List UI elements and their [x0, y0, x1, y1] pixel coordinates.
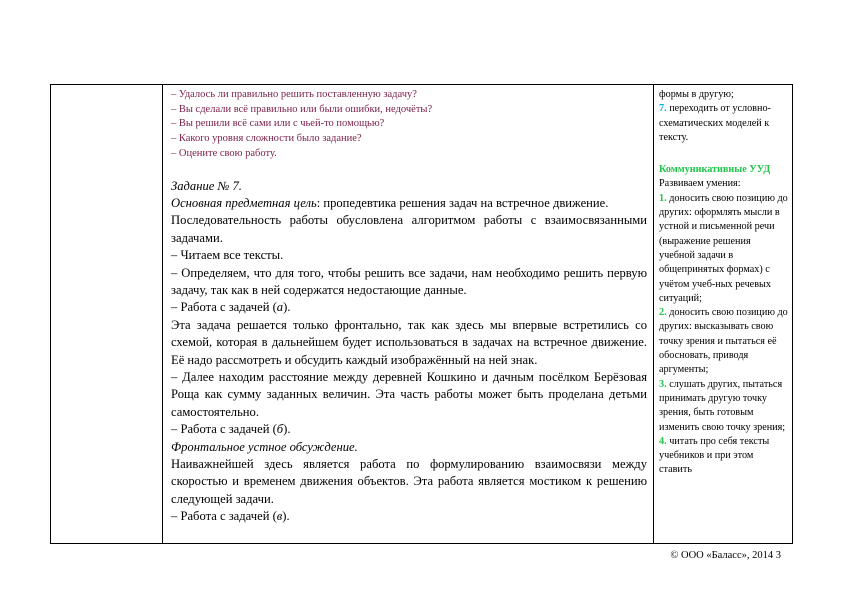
main-cell — [163, 85, 654, 544]
work-a-line: – Работа с задачей (а). — [171, 300, 291, 315]
question: – Оцените свою работу. — [171, 147, 277, 159]
work-b-line: – Работа с задачей (б). — [171, 422, 291, 437]
uud-item: 3. слушать других, пытаться принимать другую точку зрения, быть готовым изменить свою точку зрения; — [659, 378, 786, 433]
frontal-title: Фронтальное устное обсуждение. — [171, 439, 358, 454]
goal-label: Основная предметная цель — [171, 195, 317, 210]
goal-text: : пропедевтика решения задач на встречное движение. — [316, 195, 609, 210]
task-title: Задание № 7. — [171, 178, 242, 193]
uud-heading: Коммуникативные УУД — [659, 164, 771, 176]
reflection-questions — [171, 88, 647, 162]
paragraph: – Читаем все тексты. — [171, 248, 284, 263]
question: – Вы решили всё сами или с чьей-то помощью? — [171, 118, 385, 130]
paragraph: Наиважнейшей здесь является работа по формулированию взаимосвязи между скоростью и временем движения объектов. Эта работа является мостиком к решению следующей задачи. — [171, 457, 647, 506]
lesson-table — [50, 84, 793, 544]
paragraph: Эта задача решается только фронтально, так как здесь мы впервые встретились со схемой, которая в дальнейшем будет использоваться в задачах на встречное движение. Её надо рассмотреть и обсудить каждый изображённый на ней знак. — [171, 317, 647, 367]
paragraph: Последовательность работы обусловлена алгоритмом работы с взаимосвязанными задачами. — [171, 213, 647, 245]
page-footer: © ООО «Баласс», 2014 3 — [670, 550, 781, 561]
uud-item: 4. читать про себя тексты учебников и при этом ставить — [659, 435, 770, 476]
question: – Какого уровня сложности было задание? — [171, 133, 362, 145]
uud-intro: Развиваем умения: — [659, 178, 741, 190]
right-item-7: 7. переходить от условно-схематических моделей к тексту. — [659, 103, 771, 143]
table-row — [51, 85, 793, 544]
left-cell — [51, 85, 163, 544]
question: – Удалось ли правильно решить поставленную задачу? — [171, 89, 417, 100]
question: – Вы сделали всё правильно или были ошибки, недочёты? — [171, 103, 433, 115]
work-c-line: – Работа с задачей (в). — [171, 509, 290, 524]
uud-item: 1. доносить свою позицию до других: оформлять мысли в устной и письменной речи (выражение решения учебной задачи в общепринятых формах) с учётом учеб-ных речевых ситуаций; — [659, 192, 788, 304]
task-body — [171, 178, 647, 526]
task-goal — [171, 195, 647, 212]
paragraph: – Далее находим расстояние между деревней Кошкино и дачным посёлком Берёзовая Роща как сумму заданных величин. Эта часть работы может быть проделана детьми самостоятельно. — [171, 369, 647, 419]
uud-item: 2. доносить свою позицию до других: высказывать свою точку зрения и пытаться её обосновать, приводя аргументы; — [659, 307, 788, 376]
paragraph: – Определяем, что для того, чтобы решить все задачи, нам необходимо решить первую задачу, так как в ней содержатся недостающие данные. — [171, 265, 647, 297]
right-line: формы в другую; — [659, 89, 734, 100]
uud-cell — [654, 85, 793, 544]
